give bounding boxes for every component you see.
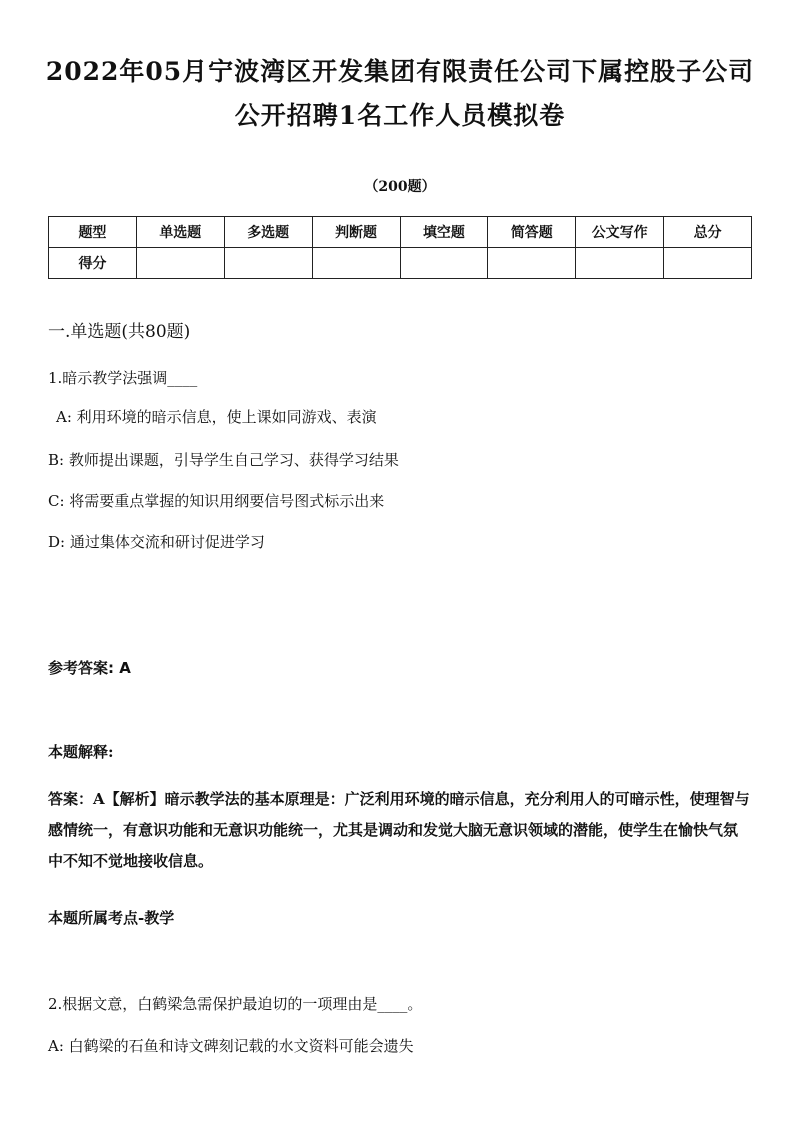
question-1-explanation-heading: 本题解释: xyxy=(48,743,114,761)
question-1-option-c: C: 将需要重点掌握的知识用纲要信号图式标示出来 xyxy=(48,492,385,510)
question-1-option-b: B: 教师提出课题，引导学生自己学习、获得学习结果 xyxy=(48,451,399,469)
header-cell-total: 总分 xyxy=(664,217,752,248)
question-1-explanation: 答案：A【解析】暗示教学法的基本原理是：广泛利用环境的暗示信息，充分利用人的可暗示性，使理智与感情统一，有意识功能和无意识功能统一，尤其是调动和发觉大脑无意识领域的潜能，使学生在愉快气氛中不知不觉地接收信息。 xyxy=(48,790,750,870)
header-cell-official-writing: 公文写作 xyxy=(576,217,664,248)
question-1-option-a: A: 利用环境的暗示信息，使上课如同游戏、表演 xyxy=(56,408,377,426)
score-cell xyxy=(400,248,488,279)
header-cell-single-choice: 单选题 xyxy=(136,217,224,248)
score-table-header-row xyxy=(49,217,752,248)
score-cell xyxy=(576,248,664,279)
score-table xyxy=(48,216,752,279)
section-heading: 一.单选题(共80题) xyxy=(48,322,191,342)
score-table-score-row xyxy=(49,248,752,279)
document-title: 2022年05月宁波湾区开发集团有限责任公司下属控股子公司公开招聘1名工作人员模拟卷 xyxy=(45,57,755,130)
question-count: （200题） xyxy=(364,179,436,195)
score-cell xyxy=(312,248,400,279)
score-row-label: 得分 xyxy=(49,248,137,279)
header-cell-type: 题型 xyxy=(49,217,137,248)
question-1-stem: 1.暗示教学法强调____ xyxy=(48,369,198,387)
header-cell-multiple-choice: 多选题 xyxy=(224,217,312,248)
header-cell-fill-blank: 填空题 xyxy=(400,217,488,248)
question-2-option-a: A: 白鹤梁的石鱼和诗文碑刻记载的水文资料可能会遗失 xyxy=(48,1037,414,1055)
score-cell xyxy=(136,248,224,279)
score-cell xyxy=(664,248,752,279)
question-1-knowledge-point: 本题所属考点-教学 xyxy=(48,909,175,927)
header-cell-short-answer: 简答题 xyxy=(488,217,576,248)
question-1-option-d: D: 通过集体交流和研讨促进学习 xyxy=(48,533,265,551)
question-2-stem: 2.根据文意，白鹤梁急需保护最迫切的一项理由是____。 xyxy=(48,995,423,1013)
header-cell-true-false: 判断题 xyxy=(312,217,400,248)
score-cell xyxy=(224,248,312,279)
question-1-answer: 参考答案: A xyxy=(48,659,131,677)
score-cell xyxy=(488,248,576,279)
